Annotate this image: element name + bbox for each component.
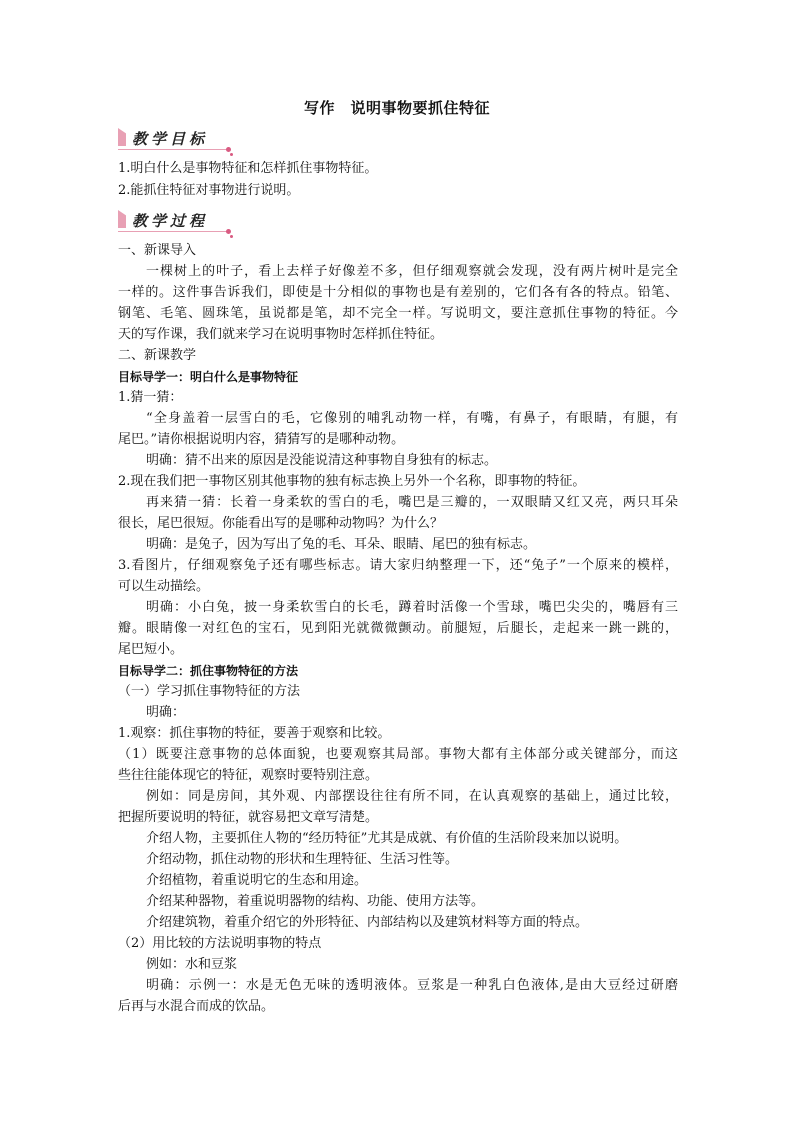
paragraph-line: 例如：水和豆浆 — [146, 957, 238, 972]
paragraph-line: 明确：是兔子，因为写出了兔的毛、耳朵、眼睛、尾巴的独有标志。 — [146, 537, 537, 552]
heading-line: 二、新课教学 — [118, 348, 197, 363]
paragraph-line: 瓣。眼睛像一对红色的宝石，见到阳光就微微颤动。前腿短，后腿长，走起来一跳一跳的， — [118, 621, 678, 636]
paragraph-line: （1）既要注意事物的总体面貌，也要观察其局部。事物大都有主体部分或关键部分，而这 — [118, 747, 678, 762]
section-label: 教学目标 — [132, 130, 209, 148]
paragraph-line: 明确：示例一：水是无色无味的透明液体。豆浆是一种乳白色液体,是由大豆经过研磨 — [146, 978, 678, 993]
section-underline — [118, 149, 230, 150]
paragraph-line: 天的写作课，我们就来学习在说明事物时怎样抓住特征。 — [118, 327, 444, 342]
paragraph-line: 3.看图片，仔细观察兔子还有哪些标志。请大家归纳整理一下，还“兔子”一个原来的模样， — [118, 558, 678, 573]
section-header-teaching-process — [118, 210, 238, 236]
paragraph-line: 可以生动描绘。 — [118, 579, 210, 594]
paragraph-line: 一样的。这件事告诉我们，即使是十分相似的事物也是有差别的，它们各有各的特点。铅笔、 — [118, 285, 678, 300]
decor-dot — [230, 235, 233, 238]
heading-line: 一、新课导入 — [118, 243, 197, 258]
section-header-teaching-goals — [118, 128, 238, 154]
paragraph-line: 2.现在我们把一事物区别其他事物的独有标志换上另外一个名称，即事物的特征。 — [118, 474, 586, 489]
paragraph-line: 介绍某种器物，着重说明器物的结构、功能、使用方法等。 — [146, 894, 485, 909]
page-title: 写作 说明事物要抓住特征 — [303, 99, 490, 117]
paragraph-line: 再来猜一猜：长着一身柔软的雪白的毛，嘴巴是三瓣的，一双眼睛又红又亮，两只耳朵 — [146, 495, 678, 510]
paragraph-line: 1.猜一猜： — [118, 390, 183, 405]
paragraph-line: 明确： — [146, 705, 186, 720]
subheading-line: （2）用比较的方法说明事物的特点 — [118, 936, 322, 951]
section-underline — [118, 231, 230, 232]
paragraph-line: 钢笔、毛笔、圆珠笔，虽说都是笔，却不完全一样。写说明文，要注意抓住事物的特征。今 — [118, 306, 678, 321]
objective-heading: 目标导学二：抓住事物特征的方法 — [118, 664, 299, 678]
paragraph-line: 介绍植物，着重说明它的生态和用途。 — [146, 873, 368, 888]
section-marker — [118, 128, 126, 146]
paragraph-line: 尾巴。”请你根据说明内容，猜猜写的是哪种动物。 — [118, 432, 405, 447]
paragraph-line: 例如：同是房间，其外观、内部摆设往往有所不同，在认真观察的基础上，通过比较， — [146, 789, 678, 804]
goal-item: 2.能抓住特征对事物进行说明。 — [118, 183, 300, 198]
paragraph-line: 介绍人物，主要抓住人物的“经历特征”尤其是成就、有价值的生活阶段来加以说明。 — [146, 831, 628, 846]
paragraph-line: 明确：小白兔，披一身柔软雪白的长毛，蹲着时活像一个雪球，嘴巴尖尖的，嘴唇有三 — [146, 600, 678, 615]
subheading-line: （一）学习抓住事物特征的方法 — [118, 684, 301, 699]
section-label: 教学过程 — [132, 212, 209, 230]
decor-dot — [226, 229, 231, 234]
paragraph-line: 明确：猜不出来的原因是没能说清这种事物自身独有的标志。 — [146, 453, 498, 468]
paragraph-line: 后再与水混合而成的饮品。 — [118, 999, 275, 1014]
paragraph-line: 很长，尾巴很短。你能看出写的是哪种动物吗？为什么？ — [118, 516, 444, 531]
paragraph-line: 把握所要说明的特征，就容易把文章写清楚。 — [118, 810, 379, 825]
paragraph-line: 介绍动物，抓住动物的形状和生理特征、生活习性等。 — [146, 852, 459, 867]
objective-heading: 目标导学一：明白什么是事物特征 — [118, 370, 299, 384]
paragraph-line: 些往往能体现它的特征，观察时要特别注意。 — [118, 768, 379, 783]
decor-dot — [230, 153, 233, 156]
paragraph-line: 介绍建筑物，着重介绍它的外形特征、内部结构以及建筑材料等方面的特点。 — [146, 915, 589, 930]
paragraph-line: 一棵树上的叶子，看上去样子好像差不多，但仔细观察就会发现，没有两片树叶是完全 — [146, 264, 678, 279]
paragraph-line: 尾巴短小。 — [118, 642, 184, 657]
goal-item: 1.明白什么是事物特征和怎样抓住事物特征。 — [118, 161, 378, 176]
paragraph-line: 1.观察：抓住事物的特征，要善于观察和比较。 — [118, 726, 391, 741]
decor-dot — [226, 147, 231, 152]
paragraph-line: “全身盖着一层雪白的毛，它像别的哺乳动物一样，有嘴，有鼻子，有眼睛，有腿，有 — [146, 411, 678, 426]
section-marker — [118, 210, 126, 228]
